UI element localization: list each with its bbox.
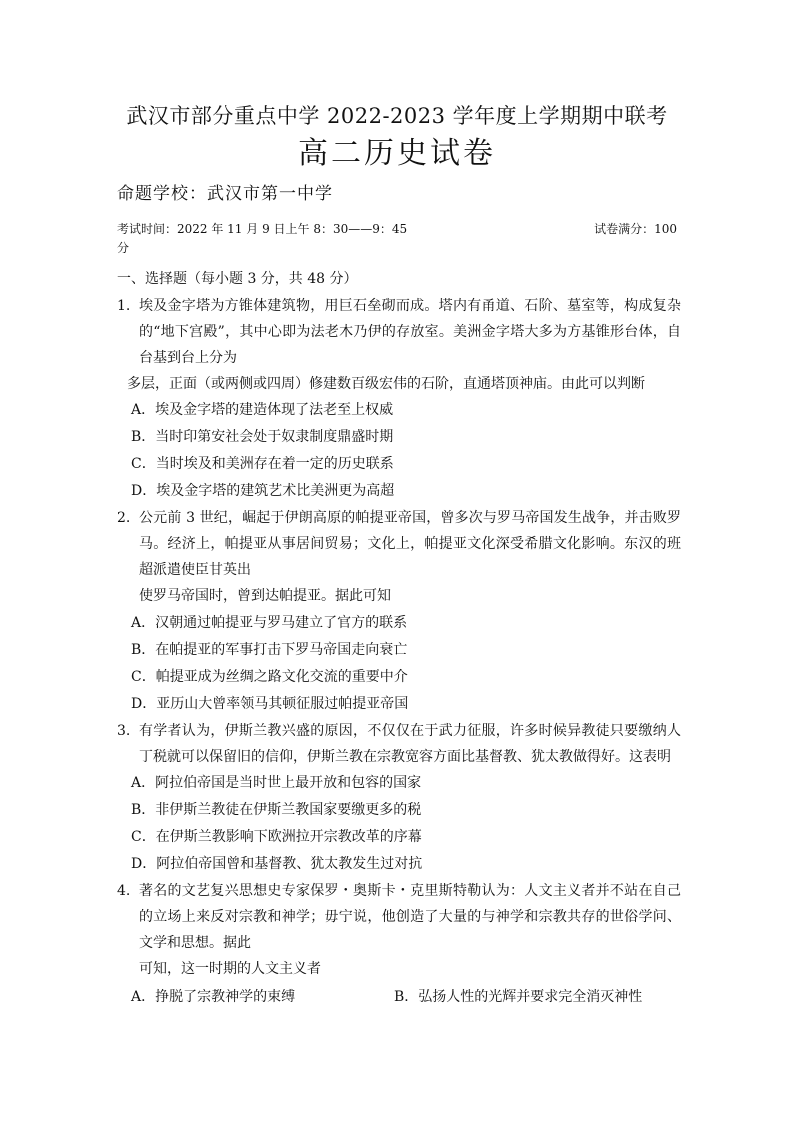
setting-school: 命题学校：武汉市第一中学	[117, 184, 333, 204]
option-a: A．汉朝通过帕提亚与罗马建立了官方的联系	[131, 615, 408, 631]
question-stem-continued: 使罗马帝国时，曾到达帕提亚。据此可知	[139, 588, 391, 604]
exam-time: 考试时间：2022 年 11 月 9 日上午 8：30——9：45	[117, 222, 408, 236]
full-score-unit: 分	[117, 241, 130, 255]
question-stem-continued: 多层，正面（或两侧或四周）修建数百级宏伟的石阶，直通塔顶神庙。由此可以判断	[127, 376, 645, 392]
question-4	[117, 878, 681, 982]
full-score: 试卷满分：100	[594, 222, 677, 236]
question-stem: 埃及金字塔为方锥体建筑物，用巨石垒砌而成。塔内有甬道、石阶、墓室等，构成复杂的“地下宫殿”，其中心即为法老木乃伊的存放室。美洲金字塔大多为方基锥形台体，自台基到台上分为	[139, 298, 681, 366]
option-d: D．埃及金字塔的建筑艺术比美洲更为高超	[131, 483, 395, 499]
option-b: B．在帕提亚的军事打击下罗马帝国走向衰亡	[131, 642, 408, 658]
question-stem: 著名的文艺复兴思想史专家保罗・奥斯卡・克里斯特勒认为：人文主义者并不站在自己的立场上来反对宗教和神学；毋宁说，他创造了大量的与神学和宗教共存的世俗学问、文学和思想。据此	[139, 883, 681, 951]
section-heading: 一、选择题（每小题 3 分，共 48 分）	[117, 271, 358, 287]
option-c: C．帕提亚成为丝绸之路文化交流的重要中介	[131, 669, 408, 685]
option-d: D．亚历山大曾率领马其顿征服过帕提亚帝国	[131, 696, 409, 712]
option-a: A．埃及金字塔的建造体现了法老至上权威	[131, 402, 394, 418]
question-stem: 有学者认为，伊斯兰教兴盛的原因，不仅仅在于武力征服，许多时候异教徒只要缴纳人丁税就可以保留旧的信仰，伊斯兰教在宗教宽容方面比基督教、犹太教做得好。这表明	[139, 723, 681, 765]
exam-title: 武汉市部分重点中学 2022-2023 学年度上学期期中联考	[126, 104, 668, 128]
exam-subject-title: 高二历史试卷	[298, 136, 496, 171]
question-number: 1.	[117, 298, 131, 314]
question-2	[117, 505, 681, 609]
option-a: A．挣脱了宗教神学的束缚	[131, 989, 296, 1005]
question-1	[117, 293, 681, 397]
question-number: 2.	[117, 510, 131, 526]
option-d: D．阿拉伯帝国曾和基督教、犹太教发生过对抗	[131, 856, 423, 872]
question-3	[117, 718, 681, 770]
question-number: 4.	[117, 883, 131, 899]
question-stem: 公元前 3 世纪，崛起于伊朗高原的帕提亚帝国，曾多次与罗马帝国发生战争，并击败罗马。经济上，帕提亚从事居间贸易；文化上，帕提亚文化深受希腊文化影响。东汉的班超派遣使臣甘英出	[139, 510, 681, 578]
option-c: C．当时埃及和美洲存在着一定的历史联系	[131, 456, 394, 472]
option-b: B．弘扬人性的光辉并要求完全消灭神性	[394, 989, 643, 1005]
option-b: B．当时印第安社会处于奴隶制度鼎盛时期	[131, 429, 394, 445]
question-stem-continued: 可知，这一时期的人文主义者	[139, 961, 321, 977]
option-b: B．非伊斯兰教徒在伊斯兰教国家要缴更多的税	[131, 802, 422, 818]
option-a: A．阿拉伯帝国是当时世上最开放和包容的国家	[131, 775, 422, 791]
question-number: 3.	[117, 723, 131, 739]
option-c: C．在伊斯兰教影响下欧洲拉开宗教改革的序幕	[131, 829, 422, 845]
